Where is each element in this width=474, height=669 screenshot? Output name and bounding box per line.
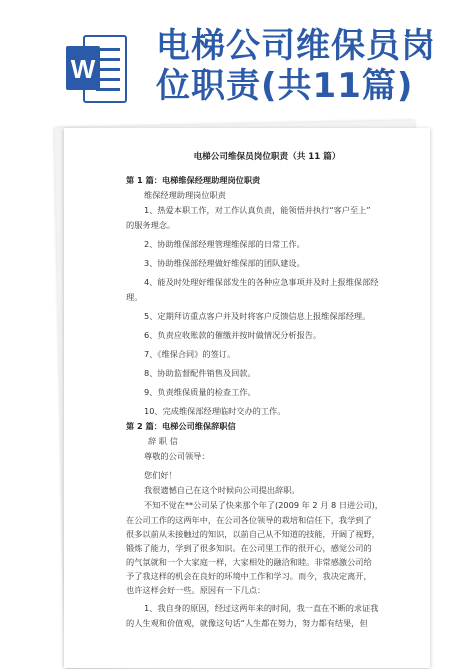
section-2-heading: 第 2 篇：电梯公司维保辞职信 [126,421,236,431]
letter-line: 您们好！ [144,470,177,480]
list-item: 8、协助监督配件销售及回款。 [144,368,256,378]
document-body [126,150,408,631]
banner [0,0,474,128]
list-item: 理。 [126,292,143,302]
section-1-subheading: 维保经理助理岗位职责 [144,190,226,200]
letter-line: 尊敬的公司领导： [144,451,210,461]
page-title [156,26,456,106]
letter-line: 锻炼了能力，学到了很多知识。在公司里工作的很开心，感觉公司的 [126,543,372,553]
list-item: 6、负责应收账款的催缴并按时做情况分析报告。 [144,330,322,340]
letter-line: 1、我自身的原因，经过这两年来的时间，我一直在不断的求证我 [144,603,379,613]
title-line-2: 位职责(共11篇) [156,66,414,106]
word-document-icon [66,34,128,104]
list-item: 5、定期拜访重点客户并及时将客户反馈信息上报维保部经理。 [144,311,371,321]
section-1-heading: 第 1 篇：电梯维保经理助理岗位职责 [126,175,261,185]
letter-line: 的人生观和价值观，就像这句话“人生都在努力，努力都有结果，但 [126,618,368,628]
list-item: 9、负责维保质量的检查工作。 [144,387,256,397]
list-item: 10、完成维保部经理临时交办的工作。 [144,406,286,416]
letter-line: 很多以前从未接触过的知识，以前自己从不知道的技能，开阔了视野， [126,529,380,539]
list-item: 4、能及时处理好维保部发生的各种应急事项并及时上报维保部经 [144,277,379,287]
list-item: 2、协助维保部经理管理维保部的日常工作。 [144,239,305,249]
letter-line: 予了我这样的机会在良好的环境中工作和学习。而今，我决定离开， [126,571,372,581]
letter-line: 的气氛就和一个大家庭一样，大家相处的融洽和睦。非常感激公司给 [126,557,372,567]
letter-line: 辞 职 信 [148,436,178,446]
document-preview [50,120,430,660]
list-item: 1、热爱本职工作，对工作认真负责，能领悟并执行“客户至上” [144,205,371,215]
letter-line: 在公司工作的这两年中，在公司各位领导的栽培和信任下，我学到了 [126,515,372,525]
list-item: 3、协助维保部经理做好维保部的团队建设。 [144,258,305,268]
document-page [64,128,430,668]
list-item: 7、《维保合同》的签订。 [144,349,236,359]
title-line-1: 电梯公司维保员岗 [156,26,436,66]
letter-line: 也许这样会好一些。原因有一下几点： [126,585,266,595]
letter-line: 不知不觉在**公司呆了快来那个年了(2009 年 2 月 8 日进公司)， [144,500,383,510]
letter-line: 我很遗憾自己在这个时候向公司提出辞职。 [144,485,300,495]
document-title: 电梯公司维保员岗位职责（共 11 篇） [193,152,341,162]
word-icon-letter: W [70,54,96,84]
list-item: 的服务理念。 [126,220,176,230]
